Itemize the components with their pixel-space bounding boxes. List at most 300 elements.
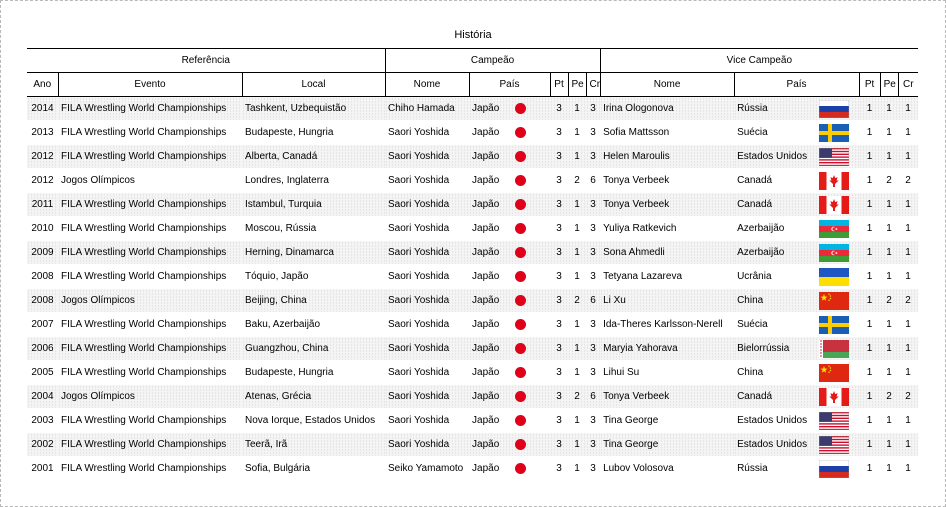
cell-vice-pe: 2	[880, 289, 898, 313]
cell-campeao-nome: Saori Yoshida	[385, 289, 469, 313]
cell-campeao-pt: 3	[550, 193, 568, 217]
col-vice-pt-header: Pt	[859, 73, 880, 97]
cell-campeao-nome: Saori Yoshida	[385, 313, 469, 337]
cell-campeao-pt: 3	[550, 169, 568, 193]
country-name: Ucrânia	[737, 271, 772, 283]
cell-evento: FILA Wrestling World Championships	[58, 241, 242, 265]
cell-vice-cr: 2	[898, 289, 918, 313]
cell-evento: FILA Wrestling World Championships	[58, 433, 242, 457]
cell-vice-nome: Lubov Volosova	[600, 457, 734, 481]
cell-local: Atenas, Grécia	[242, 385, 385, 409]
cell-local: Budapeste, Hungria	[242, 121, 385, 145]
cell-local: Budapeste, Hungria	[242, 361, 385, 385]
country-name: Japão	[472, 391, 500, 403]
cell-vice-pe: 1	[880, 97, 898, 121]
cell-local: Moscou, Rússia	[242, 217, 385, 241]
canada-flag-icon	[819, 172, 849, 190]
cell-vice-nome: Tonya Verbeek	[600, 193, 734, 217]
japan-flag-icon	[515, 463, 526, 474]
cell-ano: 2012	[27, 145, 58, 169]
cell-evento: FILA Wrestling World Championships	[58, 337, 242, 361]
cell-ano: 2008	[27, 289, 58, 313]
cell-campeao-pe: 1	[568, 217, 586, 241]
cell-vice-pt: 1	[859, 169, 880, 193]
japan-flag-icon	[515, 271, 526, 282]
table-row[interactable]	[27, 169, 918, 193]
russia-flag-icon	[819, 460, 849, 478]
country-name: Suécia	[737, 127, 768, 139]
cell-evento: FILA Wrestling World Championships	[58, 265, 242, 289]
table-row[interactable]	[27, 289, 918, 313]
cell-local: Guangzhou, China	[242, 337, 385, 361]
cell-campeao-cr: 3	[586, 409, 600, 433]
country-name: Japão	[472, 343, 500, 355]
country-name: Canadá	[737, 391, 773, 403]
japan-flag-icon	[515, 319, 526, 330]
col-vice-pe-header: Pe	[880, 73, 898, 97]
cell-campeao-pais	[469, 433, 550, 457]
cell-campeao-pt: 3	[550, 361, 568, 385]
cell-vice-pt: 1	[859, 361, 880, 385]
cell-local: Tashkent, Uzbequistão	[242, 97, 385, 121]
cell-campeao-cr: 3	[586, 337, 600, 361]
cell-ano: 2002	[27, 433, 58, 457]
cell-campeao-pt: 3	[550, 337, 568, 361]
cell-vice-pt: 1	[859, 265, 880, 289]
japan-flag-icon	[515, 103, 526, 114]
cell-vice-cr: 1	[898, 217, 918, 241]
cell-vice-pe: 1	[880, 409, 898, 433]
cell-vice-nome: Sofia Mattsson	[600, 121, 734, 145]
table-row[interactable]	[27, 337, 918, 361]
cell-vice-cr: 1	[898, 361, 918, 385]
country-name: Azerbaijão	[737, 223, 785, 235]
cell-vice-pais	[734, 145, 859, 169]
china-flag-icon	[819, 364, 849, 382]
cell-campeao-pe: 2	[568, 169, 586, 193]
japan-flag-icon	[515, 127, 526, 138]
table-row[interactable]	[27, 385, 918, 409]
cell-campeao-pt: 3	[550, 121, 568, 145]
cell-campeao-pe: 2	[568, 289, 586, 313]
cell-vice-pt: 1	[859, 121, 880, 145]
cell-campeao-pais	[469, 313, 550, 337]
cell-vice-nome: Tina George	[600, 409, 734, 433]
table-row[interactable]	[27, 433, 918, 457]
cell-ano: 2009	[27, 241, 58, 265]
sweden-flag-icon	[819, 124, 849, 142]
cell-ano: 2008	[27, 265, 58, 289]
azerbaijan-flag-icon	[819, 220, 849, 238]
cell-vice-pt: 1	[859, 433, 880, 457]
cell-vice-cr: 1	[898, 457, 918, 481]
cell-campeao-pais	[469, 409, 550, 433]
country-name: Suécia	[737, 319, 768, 331]
cell-campeao-pe: 1	[568, 313, 586, 337]
cell-local: Herning, Dinamarca	[242, 241, 385, 265]
cell-vice-pais	[734, 97, 859, 121]
cell-ano: 2014	[27, 97, 58, 121]
group-header-row	[27, 49, 918, 73]
country-name: Estados Unidos	[737, 439, 808, 451]
cell-campeao-pais	[469, 265, 550, 289]
japan-flag-icon	[515, 247, 526, 258]
cell-vice-cr: 1	[898, 121, 918, 145]
cell-vice-pais	[734, 385, 859, 409]
cell-vice-pe: 2	[880, 169, 898, 193]
cell-campeao-pais	[469, 121, 550, 145]
cell-campeao-pe: 1	[568, 145, 586, 169]
country-name: Japão	[472, 415, 500, 427]
cell-vice-nome: Helen Maroulis	[600, 145, 734, 169]
table-row[interactable]	[27, 217, 918, 241]
country-name: Azerbaijão	[737, 247, 785, 259]
cell-campeao-cr: 3	[586, 217, 600, 241]
cell-campeao-cr: 3	[586, 265, 600, 289]
cell-vice-nome: Tonya Verbeek	[600, 169, 734, 193]
cell-campeao-cr: 3	[586, 361, 600, 385]
cell-campeao-pais	[469, 385, 550, 409]
country-name: Japão	[472, 223, 500, 235]
country-name: Japão	[472, 463, 500, 475]
cell-campeao-nome: Saori Yoshida	[385, 361, 469, 385]
cell-vice-pe: 1	[880, 337, 898, 361]
japan-flag-icon	[515, 151, 526, 162]
cell-campeao-pais	[469, 241, 550, 265]
country-name: Japão	[472, 103, 500, 115]
cell-vice-nome: Irina Ologonova	[600, 97, 734, 121]
cell-campeao-cr: 3	[586, 313, 600, 337]
country-name: Japão	[472, 439, 500, 451]
cell-vice-pt: 1	[859, 337, 880, 361]
cell-ano: 2012	[27, 169, 58, 193]
cell-vice-cr: 1	[898, 337, 918, 361]
country-name: Japão	[472, 271, 500, 283]
cell-vice-cr: 1	[898, 409, 918, 433]
cell-vice-pt: 1	[859, 193, 880, 217]
table-row[interactable]	[27, 457, 918, 481]
cell-vice-pais	[734, 193, 859, 217]
cell-campeao-cr: 3	[586, 457, 600, 481]
cell-campeao-pe: 1	[568, 241, 586, 265]
cell-campeao-pt: 3	[550, 145, 568, 169]
cell-campeao-pais	[469, 457, 550, 481]
cell-campeao-nome: Chiho Hamada	[385, 97, 469, 121]
col-local-header: Local	[242, 73, 385, 97]
cell-campeao-pe: 1	[568, 457, 586, 481]
usa-flag-icon	[819, 436, 849, 454]
cell-vice-pe: 1	[880, 241, 898, 265]
cell-campeao-cr: 6	[586, 289, 600, 313]
cell-campeao-cr: 3	[586, 241, 600, 265]
cell-campeao-pais	[469, 361, 550, 385]
canada-flag-icon	[819, 196, 849, 214]
cell-campeao-pais	[469, 97, 550, 121]
sweden-flag-icon	[819, 316, 849, 334]
japan-flag-icon	[515, 343, 526, 354]
cell-vice-pais	[734, 433, 859, 457]
cell-campeao-cr: 3	[586, 433, 600, 457]
country-name: Japão	[472, 367, 500, 379]
country-name: Estados Unidos	[737, 415, 808, 427]
japan-flag-icon	[515, 295, 526, 306]
cell-campeao-nome: Saori Yoshida	[385, 409, 469, 433]
col-campeao-cr-header: Cr	[586, 73, 600, 97]
cell-vice-pt: 1	[859, 241, 880, 265]
cell-vice-pt: 1	[859, 313, 880, 337]
col-evento-header: Evento	[58, 73, 242, 97]
cell-campeao-pe: 1	[568, 97, 586, 121]
cell-vice-cr: 1	[898, 145, 918, 169]
cell-campeao-cr: 3	[586, 97, 600, 121]
cell-vice-pais	[734, 337, 859, 361]
japan-flag-icon	[515, 415, 526, 426]
table-row[interactable]	[27, 97, 918, 121]
cell-vice-pe: 2	[880, 385, 898, 409]
cell-campeao-pe: 2	[568, 385, 586, 409]
country-name: Canadá	[737, 175, 773, 187]
cell-campeao-nome: Saori Yoshida	[385, 193, 469, 217]
cell-local: Teerã, Irã	[242, 433, 385, 457]
cell-campeao-pe: 1	[568, 265, 586, 289]
table-row[interactable]	[27, 409, 918, 433]
cell-ano: 2007	[27, 313, 58, 337]
cell-campeao-pt: 3	[550, 313, 568, 337]
cell-campeao-pt: 3	[550, 289, 568, 313]
cell-campeao-pt: 3	[550, 241, 568, 265]
cell-campeao-pe: 1	[568, 121, 586, 145]
cell-campeao-cr: 6	[586, 169, 600, 193]
cell-vice-pt: 1	[859, 409, 880, 433]
cell-vice-nome: Lihui Su	[600, 361, 734, 385]
usa-flag-icon	[819, 148, 849, 166]
cell-local: Tóquio, Japão	[242, 265, 385, 289]
cell-ano: 2003	[27, 409, 58, 433]
cell-vice-pais	[734, 217, 859, 241]
country-name: Bielorrússia	[737, 343, 790, 355]
cell-ano: 2011	[27, 193, 58, 217]
cell-evento: FILA Wrestling World Championships	[58, 193, 242, 217]
country-name: Japão	[472, 175, 500, 187]
cell-campeao-nome: Saori Yoshida	[385, 169, 469, 193]
cell-evento: FILA Wrestling World Championships	[58, 457, 242, 481]
cell-campeao-pe: 1	[568, 409, 586, 433]
history-table	[27, 48, 918, 481]
cell-campeao-pt: 3	[550, 457, 568, 481]
cell-local: Sofia, Bulgária	[242, 457, 385, 481]
japan-flag-icon	[515, 223, 526, 234]
page-title: História	[454, 29, 492, 41]
table-row[interactable]	[27, 361, 918, 385]
cell-evento: FILA Wrestling World Championships	[58, 361, 242, 385]
cell-campeao-pais	[469, 289, 550, 313]
cell-local: Alberta, Canadá	[242, 145, 385, 169]
cell-vice-pe: 1	[880, 457, 898, 481]
cell-campeao-pt: 3	[550, 217, 568, 241]
cell-vice-cr: 2	[898, 169, 918, 193]
col-campeao-pe-header: Pe	[568, 73, 586, 97]
cell-evento: FILA Wrestling World Championships	[58, 97, 242, 121]
cell-campeao-nome: Saori Yoshida	[385, 121, 469, 145]
cell-vice-pais	[734, 289, 859, 313]
cell-vice-nome: Yuliya Ratkevich	[600, 217, 734, 241]
cell-campeao-pais	[469, 169, 550, 193]
table-row[interactable]	[27, 193, 918, 217]
col-vice-nome-header: Nome	[600, 73, 734, 97]
cell-campeao-pe: 1	[568, 337, 586, 361]
canada-flag-icon	[819, 388, 849, 406]
cell-campeao-pais	[469, 337, 550, 361]
cell-vice-pt: 1	[859, 289, 880, 313]
azerbaijan-flag-icon	[819, 244, 849, 262]
cell-vice-nome: Li Xu	[600, 289, 734, 313]
table-row[interactable]	[27, 145, 918, 169]
cell-campeao-nome: Saori Yoshida	[385, 265, 469, 289]
cell-vice-pais	[734, 457, 859, 481]
country-name: China	[737, 367, 764, 379]
cell-vice-pais	[734, 361, 859, 385]
col-campeao-nome-header: Nome	[385, 73, 469, 97]
ukraine-flag-icon	[819, 268, 849, 286]
cell-campeao-pe: 1	[568, 433, 586, 457]
cell-campeao-cr: 6	[586, 385, 600, 409]
japan-flag-icon	[515, 367, 526, 378]
country-name: Japão	[472, 151, 500, 163]
table-row[interactable]	[27, 241, 918, 265]
cell-campeao-nome: Saori Yoshida	[385, 385, 469, 409]
cell-local: Baku, Azerbaijão	[242, 313, 385, 337]
cell-vice-pe: 1	[880, 121, 898, 145]
cell-local: Nova Iorque, Estados Unidos	[242, 409, 385, 433]
cell-local: Istambul, Turquia	[242, 193, 385, 217]
cell-evento: FILA Wrestling World Championships	[58, 145, 242, 169]
group-referencia: Referência	[27, 49, 385, 73]
cell-vice-pais	[734, 409, 859, 433]
country-name: Japão	[472, 247, 500, 259]
cell-vice-pais	[734, 169, 859, 193]
cell-vice-pe: 1	[880, 193, 898, 217]
cell-vice-pe: 1	[880, 145, 898, 169]
cell-campeao-nome: Saori Yoshida	[385, 337, 469, 361]
table-body	[27, 97, 918, 481]
cell-ano: 2005	[27, 361, 58, 385]
cell-campeao-pt: 3	[550, 409, 568, 433]
cell-vice-nome: Tonya Verbeek	[600, 385, 734, 409]
col-vice-pais-header: País	[734, 73, 859, 97]
cell-vice-pt: 1	[859, 457, 880, 481]
cell-vice-pais	[734, 313, 859, 337]
cell-vice-nome: Tetyana Lazareva	[600, 265, 734, 289]
cell-evento: FILA Wrestling World Championships	[58, 313, 242, 337]
col-vice-cr-header: Cr	[898, 73, 918, 97]
cell-campeao-pais	[469, 217, 550, 241]
group-campeao: Campeão	[385, 49, 600, 73]
cell-ano: 2001	[27, 457, 58, 481]
cell-campeao-nome: Seiko Yamamoto	[385, 457, 469, 481]
cell-evento: Jogos Olímpicos	[58, 169, 242, 193]
cell-campeao-pt: 3	[550, 97, 568, 121]
cell-campeao-cr: 3	[586, 193, 600, 217]
cell-campeao-pe: 1	[568, 361, 586, 385]
country-name: China	[737, 295, 764, 307]
cell-vice-pe: 1	[880, 265, 898, 289]
cell-vice-nome: Tina George	[600, 433, 734, 457]
cell-ano: 2010	[27, 217, 58, 241]
table-row[interactable]	[27, 121, 918, 145]
cell-vice-pt: 1	[859, 97, 880, 121]
japan-flag-icon	[515, 439, 526, 450]
cell-campeao-pe: 1	[568, 193, 586, 217]
cell-vice-cr: 1	[898, 433, 918, 457]
cell-vice-pt: 1	[859, 217, 880, 241]
cell-evento: FILA Wrestling World Championships	[58, 409, 242, 433]
cell-evento: Jogos Olímpicos	[58, 289, 242, 313]
country-name: Japão	[472, 127, 500, 139]
cell-evento: Jogos Olímpicos	[58, 385, 242, 409]
cell-vice-pais	[734, 121, 859, 145]
cell-campeao-pt: 3	[550, 265, 568, 289]
cell-vice-cr: 1	[898, 313, 918, 337]
col-campeao-pt-header: Pt	[550, 73, 568, 97]
table-row[interactable]	[27, 265, 918, 289]
group-vice-campeao: Vice Campeão	[600, 49, 918, 73]
cell-vice-pt: 1	[859, 385, 880, 409]
country-name: Japão	[472, 199, 500, 211]
cell-campeao-pais	[469, 193, 550, 217]
japan-flag-icon	[515, 391, 526, 402]
cell-campeao-nome: Saori Yoshida	[385, 145, 469, 169]
cell-vice-pais	[734, 265, 859, 289]
col-campeao-pais-header: País	[469, 73, 550, 97]
cell-local: Londres, Inglaterra	[242, 169, 385, 193]
cell-vice-cr: 1	[898, 241, 918, 265]
cell-ano: 2006	[27, 337, 58, 361]
cell-campeao-pais	[469, 145, 550, 169]
country-name: Japão	[472, 295, 500, 307]
column-header-row	[27, 73, 918, 97]
country-name: Rússia	[737, 103, 768, 115]
cell-vice-pe: 1	[880, 361, 898, 385]
cell-vice-nome: Sona Ahmedli	[600, 241, 734, 265]
cell-campeao-cr: 3	[586, 145, 600, 169]
table-row[interactable]	[27, 313, 918, 337]
cell-ano: 2013	[27, 121, 58, 145]
cell-vice-pe: 1	[880, 217, 898, 241]
cell-evento: FILA Wrestling World Championships	[58, 217, 242, 241]
cell-evento: FILA Wrestling World Championships	[58, 121, 242, 145]
belarus-flag-icon	[819, 340, 849, 358]
cell-vice-pt: 1	[859, 145, 880, 169]
cell-campeao-nome: Saori Yoshida	[385, 433, 469, 457]
china-flag-icon	[819, 292, 849, 310]
cell-vice-cr: 1	[898, 265, 918, 289]
cell-vice-nome: Maryia Yahorava	[600, 337, 734, 361]
cell-vice-nome: Ida-Theres Karlsson-Nerell	[600, 313, 734, 337]
cell-campeao-pt: 3	[550, 433, 568, 457]
country-name: Canadá	[737, 199, 773, 211]
japan-flag-icon	[515, 175, 526, 186]
country-name: Japão	[472, 319, 500, 331]
cell-vice-cr: 1	[898, 97, 918, 121]
cell-vice-cr: 1	[898, 193, 918, 217]
cell-vice-pais	[734, 241, 859, 265]
country-name: Estados Unidos	[737, 151, 808, 163]
cell-campeao-cr: 3	[586, 121, 600, 145]
cell-ano: 2004	[27, 385, 58, 409]
cell-local: Beijing, China	[242, 289, 385, 313]
cell-vice-pe: 1	[880, 433, 898, 457]
cell-campeao-nome: Saori Yoshida	[385, 241, 469, 265]
